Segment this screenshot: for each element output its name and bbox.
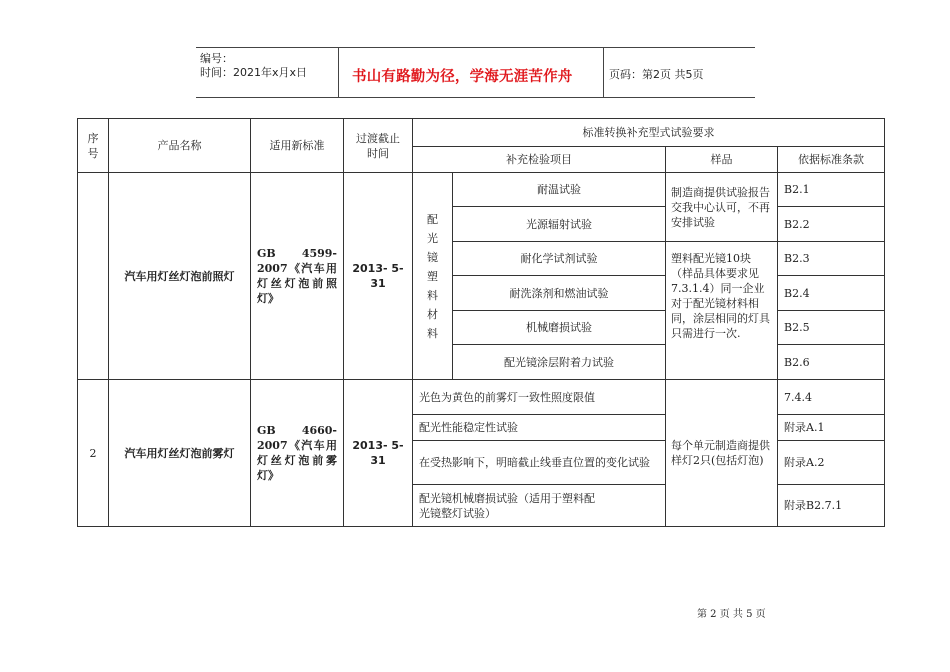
row2-test-item: 配光性能稳定性试验 [413,415,666,441]
row2-clause: 附录A.2 [778,441,885,485]
header-top-rule [196,47,755,48]
header-product: 产品名称 [109,119,251,173]
row2-test-item: 光色为黄色的前雾灯一致性照度限值 [413,380,666,415]
row2-clause: 附录A.1 [778,415,885,441]
row2-clause: 7.4.4 [778,380,885,415]
row1-clause: B2.5 [778,311,885,345]
page-indicator: 页码：第2页 共5页 [609,68,704,81]
row1-clause: B2.2 [778,207,885,242]
row1-test-item: 配光镜涂层附着力试验 [453,345,666,380]
row1-test-item: 机械磨损试验 [453,311,666,345]
header-standard: 适用新标准 [251,119,344,173]
row1-product: 汽车用灯丝灯泡前照灯 [109,173,251,380]
row1-sample-b: 塑料配光镜10块（样品具体要求见7.3.1.4）同一企业对于配光镜材料相同，涂层相同的灯具只需进行一次. [666,242,778,380]
row2-sample: 每个单元制造商提供样灯2只(包括灯泡) [666,380,778,527]
header-bottom-rule [196,97,755,98]
row2-product: 汽车用灯丝灯泡前雾灯 [109,380,251,527]
header-motto: 书山有路勤为径，学海无涯苦作舟 [352,69,573,85]
row1-clause: B2.6 [778,345,885,380]
header-group: 标准转换补充型式试验要求 [413,119,885,147]
row1-test-item: 光源辐射试验 [453,207,666,242]
row1-clause: B2.3 [778,242,885,276]
row2-test-item: 配光镜机械磨损试验（适用于塑料配光镜整灯试验） [413,485,666,527]
table-row [78,380,885,415]
row1-sample-a: 制造商提供试验报告交我中心认可，不再安排试验 [666,173,778,242]
row1-standard: GB 4599-2007《汽车用灯丝灯泡前照灯》 [251,173,344,380]
row1-clause: B2.4 [778,276,885,311]
header-divider-right [603,47,604,97]
row1-test-item: 耐化学试剂试验 [453,242,666,276]
row1-deadline: 2013- 5-31 [344,173,413,380]
header-seq: 序 号 [78,119,109,173]
header-deadline: 过渡截止 时间 [344,119,413,173]
header-divider-left [338,47,339,97]
header-items: 补充检验项目 [413,147,666,173]
doc-number-label: 编号： [200,52,233,65]
row1-test-item: 耐温试验 [453,173,666,207]
row2-seq: 2 [78,380,109,527]
header-clause: 依据标准条款 [778,147,885,173]
row2-clause: 附录B2.7.1 [778,485,885,527]
row1-test-item: 耐洗涤剂和燃油试验 [453,276,666,311]
row1-clause: B2.1 [778,173,885,207]
standards-table [77,118,885,527]
row2-test-item: 在受热影响下，明暗截止线垂直位置的变化试验 [413,441,666,485]
page-footer: 第 2 页 共 5 页 [697,609,766,620]
header-sample: 样品 [666,147,778,173]
row1-seq [78,173,109,380]
table-row [78,173,885,207]
row2-deadline: 2013- 5-31 [344,380,413,527]
row1-category: 配 光 镜 塑 料 材 料 [413,173,453,380]
row2-standard: GB 4660-2007《汽车用灯丝灯泡前雾灯》 [251,380,344,527]
doc-time-label: 时间：2021年x月x日 [200,66,308,79]
